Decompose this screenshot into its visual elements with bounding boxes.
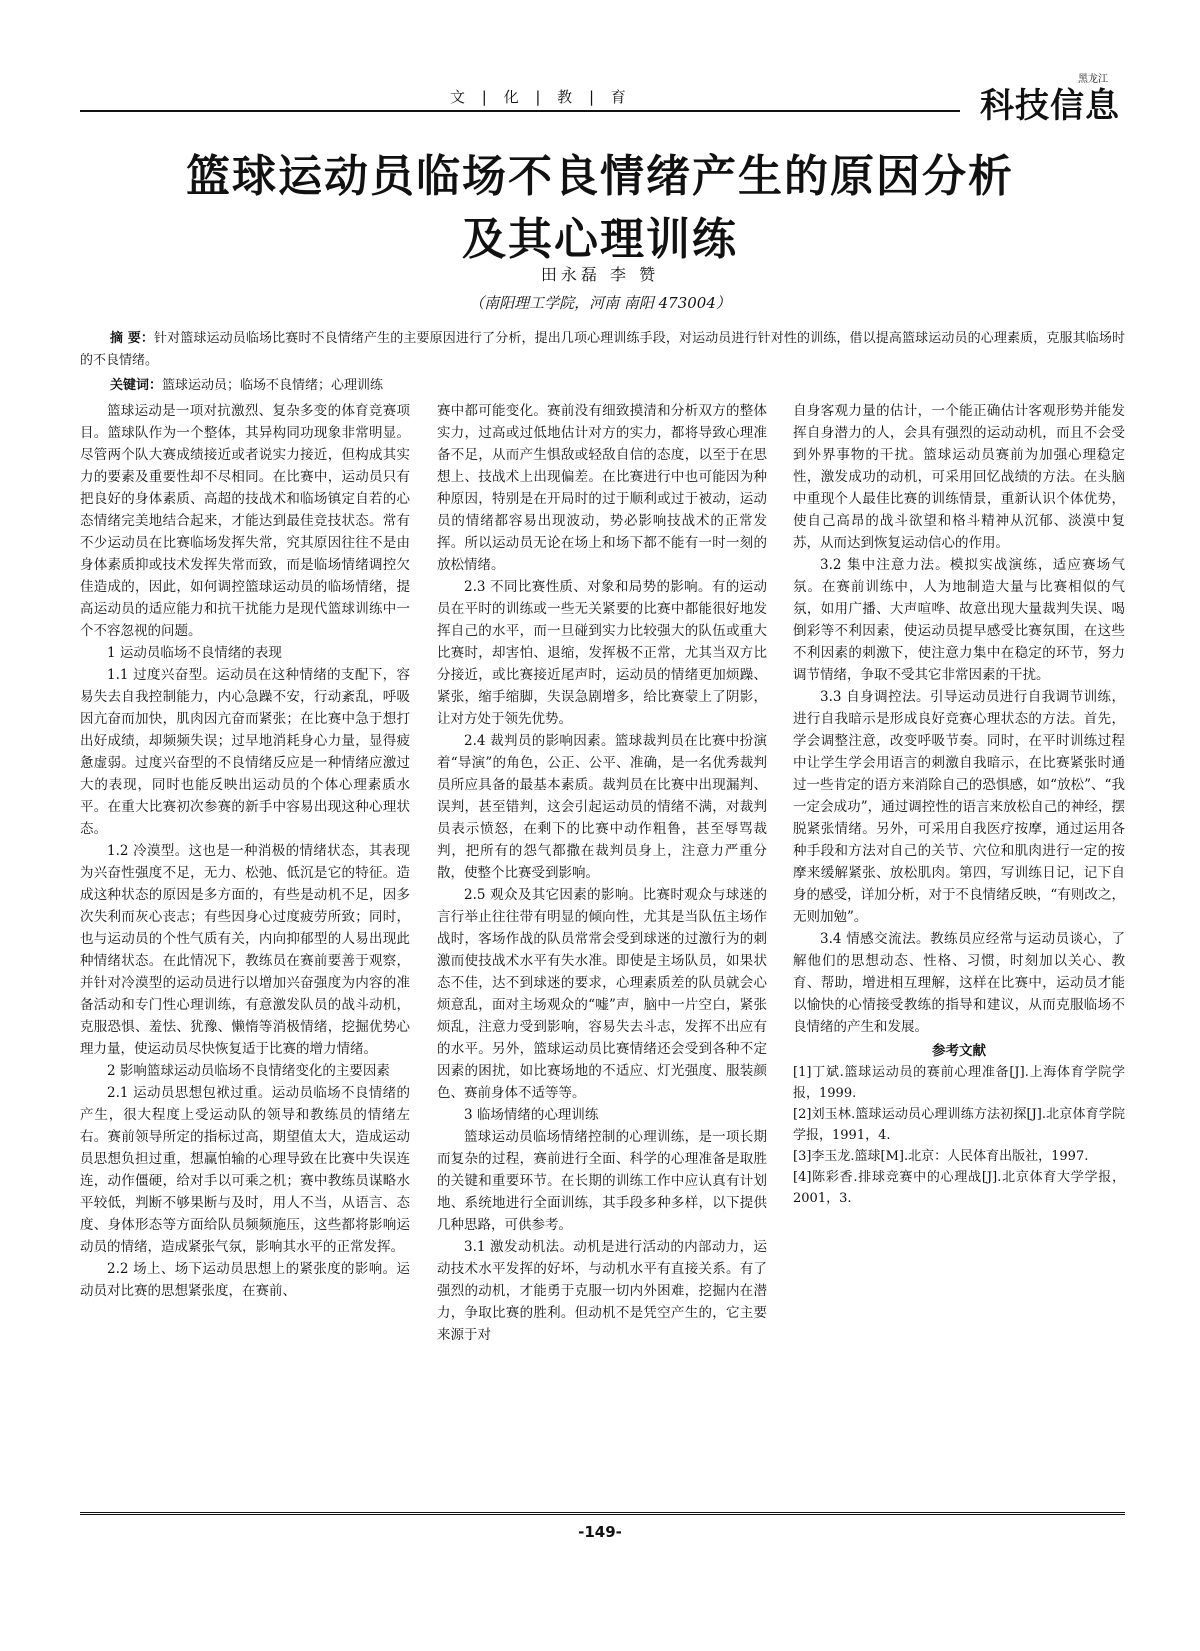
- footer-rule: [80, 1512, 1125, 1515]
- paragraph: 篮球运动员临场情绪控制的心理训练，是一项长期而复杂的过程，赛前进行全面、科学的心理准备是取胜的关键和重要环节。在长期的训练工作中应认真有计划地、系统地进行全面训练，其手段多种多样，以下提供几种思路，可供参考。: [437, 1129, 767, 1233]
- paragraph: 3.2 集中注意力法。模拟实战演练，适应赛场气氛。在赛前训练中，人为地制造大量与比赛相似的气氛，如用广播、大声喧哗、故意出现大量裁判失误、喝倒彩等不利因素，使运动员提早感受比赛氛围，在这些不利因素的刺激下，使注意力集中在稳定的环节，努力调节情绪，争取不受其它非常因素的干扰。: [793, 557, 1125, 683]
- reference-item: [2]刘玉林.篮球运动员心理训练方法初探[J].北京体育学院学报，1991，4.: [793, 1107, 1125, 1143]
- reference-item: [4]陈彩香.排球竞赛中的心理战[J].北京体育大学学报，2001，3.: [793, 1170, 1125, 1206]
- abstract: [80, 328, 1125, 372]
- journal-logo: 科技信息: [980, 86, 1120, 126]
- body-column-2: [437, 400, 767, 1346]
- affiliation: （南阳理工学院，河南 南阳 473004）: [469, 294, 731, 312]
- section-heading: 1 运动员临场不良情绪的表现: [107, 645, 282, 661]
- section-label: 文 | 化 | 教 | 育: [450, 88, 632, 106]
- body-column-3: [793, 400, 1125, 1209]
- paragraph: 2.5 观众及其它因素的影响。比赛时观众与球迷的言行举止往往带有明显的倾向性，尤其是当队伍主场作战时，客场作战的队员常常会受到球迷的过激行为的刺激而使技战术水平有失水准。即使是主场队员，如果状态不佳，达不到球迷的要求，心理素质差的队员就会心烦意乱，面对主场观众的“嘘”声，脑中一片空白，紧张烦乱，注意力受到影响，容易失去斗志，发挥不出应有的水平。另外，篮球运动员比赛情绪还会受到各种不定因素的困扰，如比赛场地的不适应、灯光强度、服装颜色、赛前身体不适等等。: [437, 887, 767, 1101]
- abstract-text: 针对篮球运动员临场比赛时不良情绪产生的主要原因进行了分析，提出几项心理训练手段，对运动员进行针对性的训练，借以提高篮球运动员的心理素质，克服其临场时的不良情绪。: [80, 331, 1125, 368]
- header-rule: [80, 110, 960, 112]
- paper-title-line2: 及其心理训练: [462, 214, 738, 265]
- reference-item: [1]丁斌.篮球运动员的赛前心理准备[J].上海体育学院学报，1999.: [793, 1065, 1125, 1101]
- section-heading: 2 影响篮球运动员临场不良情绪变化的主要因素: [107, 1063, 390, 1079]
- paragraph: 2.1 运动员思想包袱过重。运动员临场不良情绪的产生，很大程度上受运动队的领导和教练员的情绪左右。赛前领导所定的指标过高，期望值太大，造成运动员思想负担过重，想赢怕输的心理导致在比赛中失误连连，动作僵硬，给对手以可乘之机；赛中教练员谋略水平较低，判断不够果断与及时，用人不当，从语言、态度、身体形态等方面给队员频频施压，这些都将影响运动员的情绪，造成紧张气氛，影响其水平的正常发挥。: [80, 1085, 410, 1255]
- running-header: [80, 74, 1120, 126]
- paragraph: 3.1 激发动机法。动机是进行活动的内部动力，运动技术水平发挥的好坏，与动机水平有直接关系。有了强烈的动机，才能勇于克服一切内外困难，挖掘内在潜力，争取比赛的胜利。但动机不是凭空产生的，它主要来源于对: [437, 1239, 767, 1343]
- paragraph: 1.2 冷漠型。这也是一种消极的情绪状态，其表现为兴奋性强度不足，无力、松弛、低沉是它的特征。造成这种状态的原因是多方面的，有些是动机不足，因多次失利而灰心丧志；有些因身心过度疲劳所致；同时，也与运动员的个性气质有关，内向抑郁型的人易出现此种情绪状态。在此情况下，教练员在赛前要善于观察，并针对冷漠型的运动员进行以增加兴奋强度为内容的准备活动和专门性心理训练，有意激发队员的战斗动机，克服恐惧、羞怯、犹豫、懒惰等消极情绪，挖掘优势心理力量，使运动员尽快恢复适于比赛的增力情绪。: [80, 843, 410, 1057]
- brand-province: 黑龙江: [1078, 74, 1108, 85]
- references-title: 参考文献: [932, 1043, 986, 1059]
- paragraph: 2.4 裁判员的影响因素。篮球裁判员在比赛中扮演着“导演”的角色，公正、公平、准确，是一名优秀裁判员所应具备的最基本素质。裁判员在比赛中出现漏判、误判，甚至错判，这会引起运动员的情绪不满，对裁判员表示愤怒，在剩下的比赛中动作粗鲁，甚至辱骂裁判，把所有的怨气都撒在裁判员身上，注意力严重分散，使整个比赛受到影响。: [437, 733, 767, 881]
- keywords-label: 关键词：: [110, 378, 163, 393]
- reference-item: [3]李玉龙.篮球[M].北京：人民体育出版社，1997.: [793, 1149, 1089, 1164]
- paragraph: 自身客观力量的估计，一个能正确估计客观形势并能发挥自身潜力的人，会具有强烈的运动动机，而且不会受到外界事物的干扰。篮球运动员赛前为加强心理稳定性，激发成功的动机，可采用回忆战绩的方法。在头脑中重现个人最佳比赛的训练情景，重新认识个体优势，使自己高昂的战斗欲望和格斗精神从沉郁、淡漠中复苏，从而达到恢复运动信心的作用。: [793, 403, 1125, 551]
- paragraph: 2.2 场上、场下运动员思想上的紧张度的影响。运动员对比赛的思想紧张度，在赛前、: [80, 1261, 410, 1299]
- paragraph: 2.3 不同比赛性质、对象和局势的影响。有的运动员在平时的训练或一些无关紧要的比赛中都能很好地发挥自己的水平，而一旦碰到实力比较强大的队伍或重大比赛时，却害怕、退缩，发挥极不正常，尤其当双方比分接近，或比赛接近尾声时，运动员的情绪更加烦躁、紧张，缩手缩脚，失误急剧增多，给比赛蒙上了阴影，让对方处于领先优势。: [437, 579, 767, 727]
- paragraph: 3.3 自身调控法。引导运动员进行自我调节训练，进行自我暗示是形成良好竞赛心理状态的方法。首先，学会调整注意，改变呼吸节奏。同时，在平时训练过程中让学生学会用语言的刺激自我暗示，在比赛紧张时通过一些肯定的语方来消除自己的恐惧感，如“放松”、“我一定会成功”，通过调控性的语言来放松自己的神经，摆脱紧张情绪。另外，可采用自我医疗按摩，通过运用各种手段和方法对自己的关节、穴位和肌肉进行一定的按摩来缓解紧张、放松肌肉。第四，写训练日记，记下自身的感受，详加分析，对于不良情绪反映，“有则改之，无则加勉”。: [793, 689, 1125, 925]
- paragraph: 篮球运动是一项对抗激烈、复杂多变的体育竞赛项目。篮球队作为一个整体，其异构同功现象非常明显。尽管两个队大赛成绩接近或者说实力接近，但构成其实力的要素及重要性却不尽相同。在比赛中，运动员只有把良好的身体素质、高超的技战术和临场镇定自若的心态情绪完美地结合起来，才能达到最佳竞技状态。常有不少运动员在比赛临场发挥失常，究其原因往往不是由身体素质抑或技术发挥失常而致，而是临场情绪调控欠佳造成的，因此，如何调控篮球运动员的临场情绪，提高运动员的适应能力和抗干扰能力是现代篮球训练中一个不容忽视的问题。: [80, 403, 410, 639]
- body-column-1: [80, 400, 410, 1302]
- authors: 田永磊 李 赞: [540, 265, 660, 284]
- section-heading: 3 临场情绪的心理训练: [464, 1107, 599, 1123]
- paragraph: 1.1 过度兴奋型。运动员在这种情绪的支配下，容易失去自我控制能力，内心急躁不安，行动紊乱，呼吸因亢奋而加快，肌肉因亢奋而紧张；在比赛中急于想打出好成绩，却频频失误；过早地消耗身心力量，显得疲惫虚弱。过度兴奋型的不良情绪反应是一种情绪应激过大的表现，同时也能反映出运动员的个体心理素质水平。在重大比赛初次参赛的新手中容易出现这种心理状态。: [80, 667, 410, 837]
- keywords-text: 篮球运动员；临场不良情绪；心理训练: [162, 378, 384, 393]
- paragraph: 赛中都可能变化。赛前没有细致摸清和分析双方的整体实力，过高或过低地估计对方的实力，都将导致心理准备不足，从而产生惧敌或轻敌自信的态度，以至于在思想上、技战术上出现偏差。在比赛进行中也可能因为种种原因，特别是在开局时的过于顺利或过于被动，运动员的情绪都容易出现波动，势必影响技战术的正常发挥。所以运动员无论在场上和场下都不能有一时一刻的放松情绪。: [437, 403, 767, 573]
- paragraph: 3.4 情感交流法。教练员应经常与运动员谈心，了解他们的思想动态、性格、习惯，时刻加以关心、教育、帮助，增进相互理解，这样在比赛中，运动员才能以愉快的心情接受教练的指导和建议，从而克服临场不良情绪的产生和发展。: [793, 931, 1125, 1035]
- page-number: -149-: [578, 1523, 622, 1541]
- paper-title-line1: 篮球运动员临场不良情绪产生的原因分析: [186, 151, 1014, 202]
- keywords: [110, 374, 383, 393]
- abstract-label: 摘 要：: [110, 331, 155, 346]
